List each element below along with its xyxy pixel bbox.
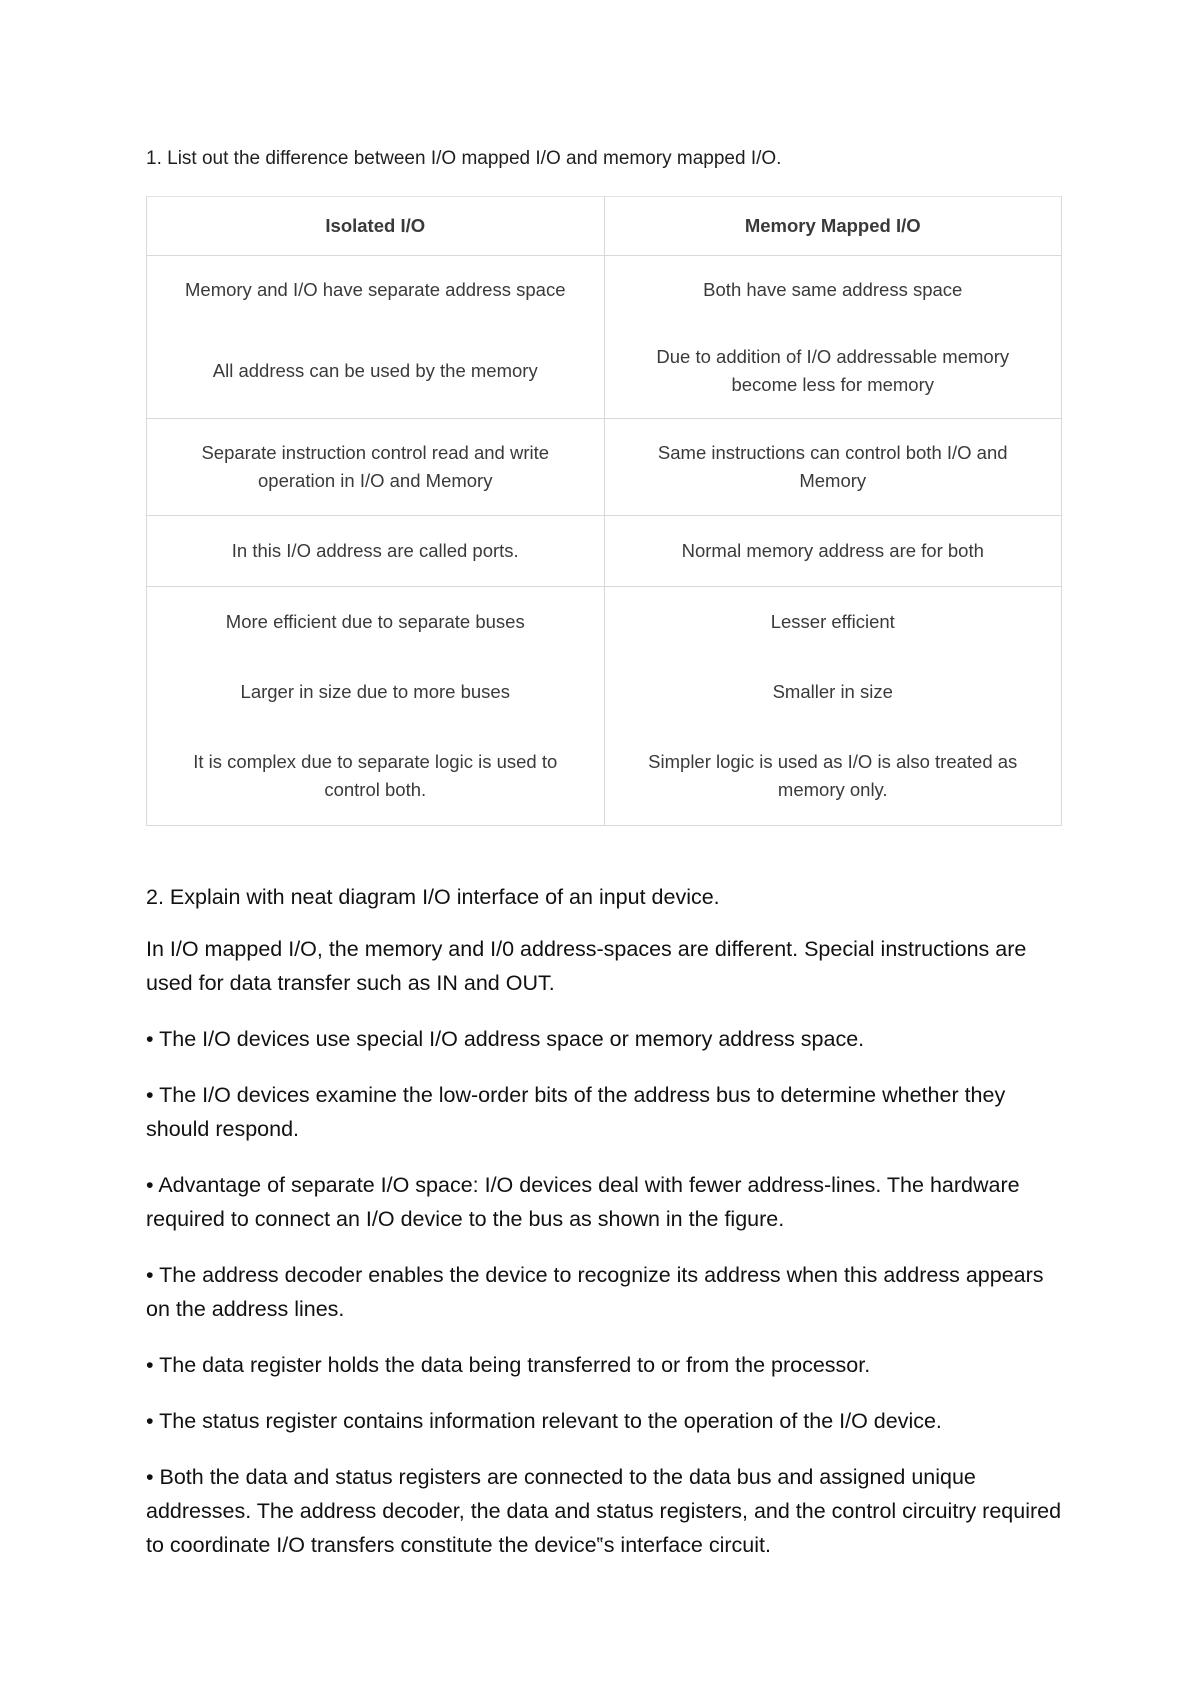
table-row [147,256,1062,325]
bullet-item: • The data register holds the data being transferred to or from the processor. [146,1353,871,1377]
table-cell: Due to addition of I/O addressable memory become less for memory [604,324,1062,419]
table-row [147,516,1062,587]
table-cell: It is complex due to separate logic is used to control both. [147,727,605,826]
bullet-item: • The status register contains information relevant to the operation of the I/O device. [146,1409,942,1433]
table-cell: In this I/O address are called ports. [147,516,605,587]
table-cell: All address can be used by the memory [147,324,605,419]
column-header-memory-mapped-io: Memory Mapped I/O [604,197,1062,256]
bullet-item: • The address decoder enables the device to recognize its address when this address appears on the address lines. [146,1263,1044,1321]
question-1-heading: 1. List out the difference between I/O mapped I/O and memory mapped I/O. [146,148,782,169]
paragraph: In I/O mapped I/O, the memory and I/0 address-spaces are different. Special instructions are used for data transfer such as IN and OUT. [146,937,1027,995]
table-cell: More efficient due to separate buses [147,587,605,658]
table-cell: Memory and I/O have separate address space [147,256,605,325]
table-row [147,587,1062,658]
comparison-table [146,196,1062,826]
table-cell: Normal memory address are for both [604,516,1062,587]
table-cell: Lesser efficient [604,587,1062,658]
table-cell: Same instructions can control both I/O and Memory [604,419,1062,516]
table-cell: Both have same address space [604,256,1062,325]
table-cell: Smaller in size [604,657,1062,727]
table-cell: Separate instruction control read and write operation in I/O and Memory [147,419,605,516]
table-header-row [147,197,1062,256]
column-header-isolated-io: Isolated I/O [147,197,605,256]
bullet-item: • Advantage of separate I/O space: I/O devices deal with fewer address-lines. The hardware required to connect an I/O device to the bus as shown in the figure. [146,1173,1020,1231]
table-row [147,657,1062,727]
table-cell: Larger in size due to more buses [147,657,605,727]
question-2-section [146,880,1066,1584]
bullet-item: • Both the data and status registers are connected to the data bus and assigned unique addresses. The address decoder, the data and status registers, and the control circuitry required to coordinate I/O transfers constitute the device‟s interface circuit. [146,1465,1062,1557]
table-row [147,324,1062,419]
question-2-heading: 2. Explain with neat diagram I/O interface of an input device. [146,885,720,909]
table-cell: Simpler logic is used as I/O is also treated as memory only. [604,727,1062,826]
table-row [147,727,1062,826]
bullet-item: • The I/O devices examine the low-order bits of the address bus to determine whether they should respond. [146,1083,1006,1141]
bullet-item: • The I/O devices use special I/O address space or memory address space. [146,1027,865,1051]
table-row [147,419,1062,516]
